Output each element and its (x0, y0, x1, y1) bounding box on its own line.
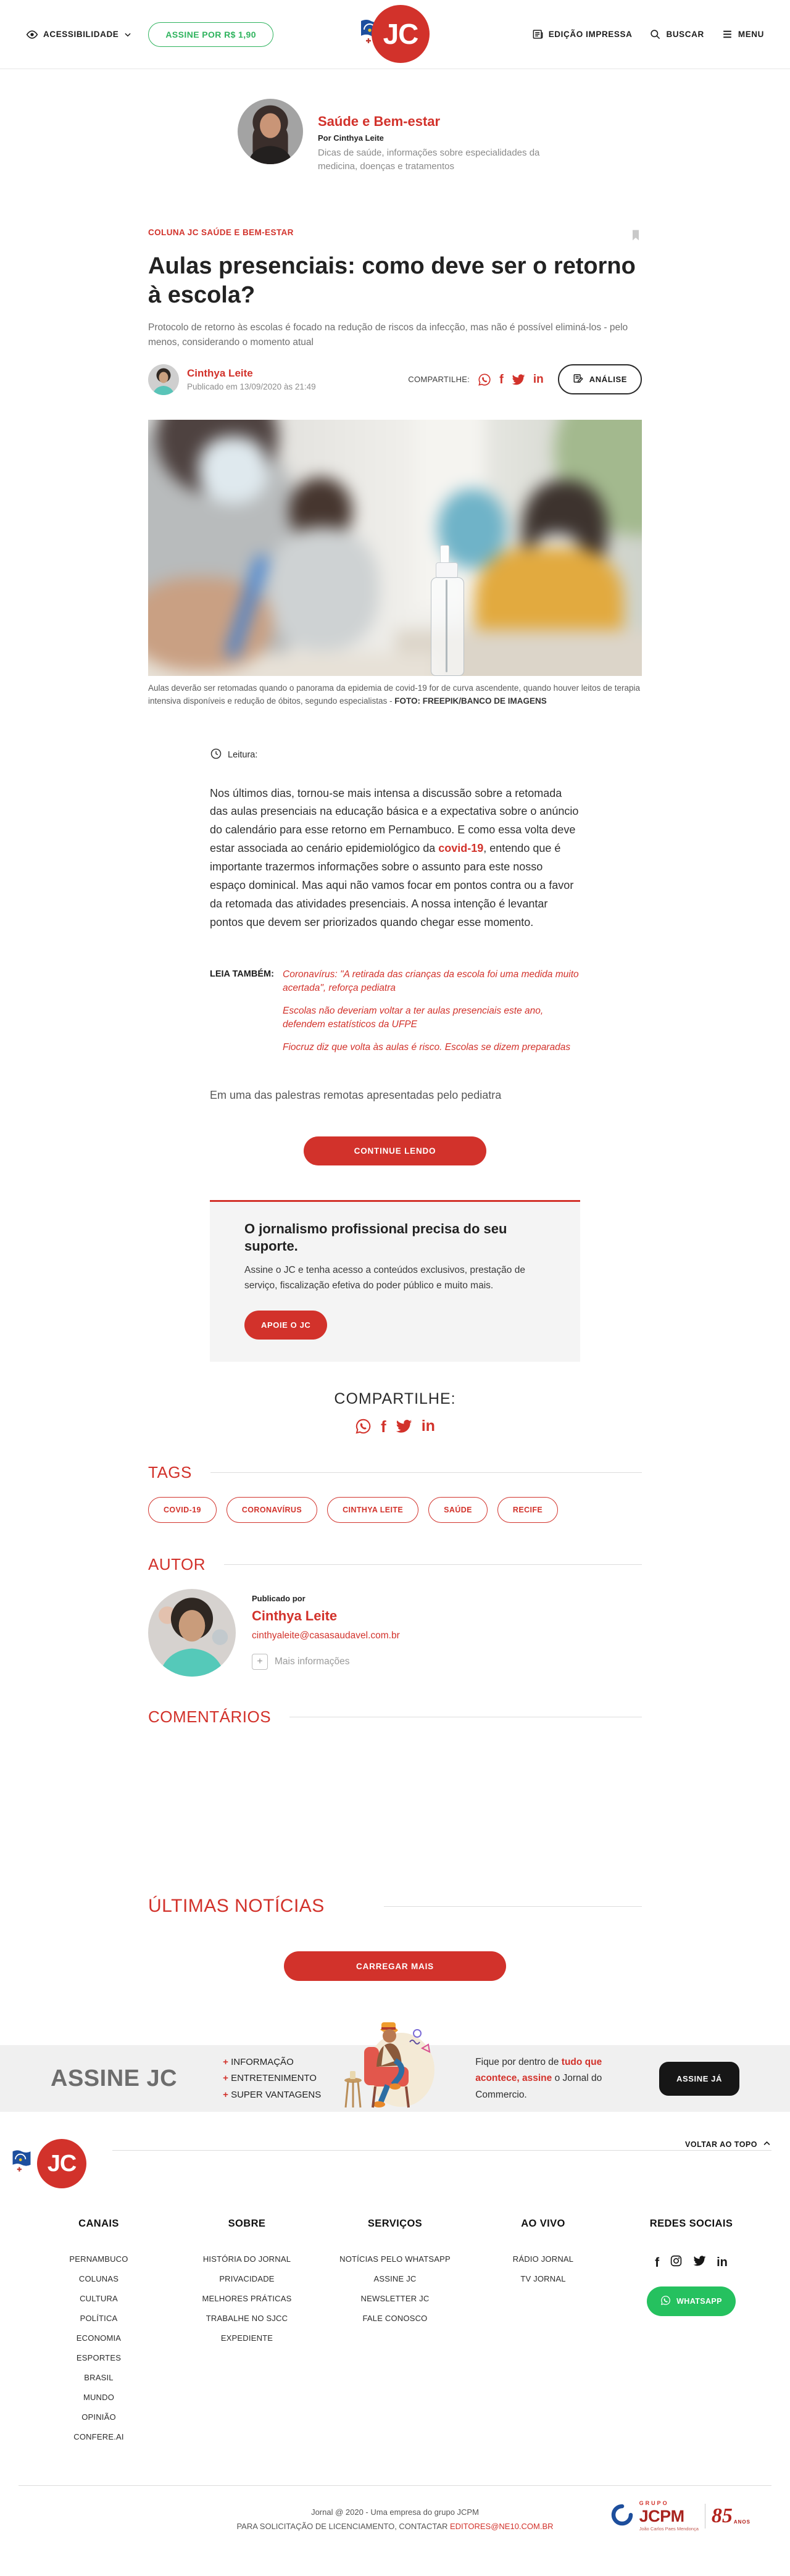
support-jc-button[interactable]: APOIE O JC (244, 1311, 327, 1340)
footer-link[interactable]: ECONOMIA (76, 2333, 122, 2343)
accessibility-menu[interactable] (26, 28, 132, 41)
back-to-top-button[interactable]: VOLTAR AO TOPO (685, 2139, 771, 2150)
footer-link[interactable]: NEWSLETTER JC (360, 2294, 430, 2304)
footer-column-social: REDES SOCIAIS f in WHATSAPP (617, 2218, 765, 2452)
jcpm-85-anos: 85 ANOS (711, 2504, 750, 2528)
twitter-icon[interactable] (693, 2254, 706, 2270)
footer-column-servicos: SERVIÇOS NOTÍCIAS PELO WHATSAPP ASSINE JC NEWSLETTER JC FALE CONOSCO (321, 2218, 469, 2452)
chevron-down-icon (123, 30, 132, 39)
footer-link[interactable]: EXPEDIENTE (220, 2333, 273, 2343)
linkedin-share-icon[interactable]: in (421, 1417, 435, 1435)
tag-pill[interactable]: RECIFE (497, 1497, 558, 1523)
share-section (148, 1390, 642, 1435)
hero-image (148, 420, 642, 676)
whatsapp-icon (660, 2295, 671, 2307)
linkedin-share-icon[interactable]: in (533, 373, 544, 386)
share-section-title: COMPARTILHE: (334, 1390, 456, 1408)
search-label: BUSCAR (666, 30, 704, 39)
tag-pill[interactable]: COVID-19 (148, 1497, 217, 1523)
read-also (210, 968, 580, 1054)
clock-icon (210, 748, 222, 762)
latest-news-heading: ÚLTIMAS NOTÍCIAS (148, 1896, 642, 1917)
tags-heading: TAGS (148, 1463, 642, 1482)
footer-link[interactable]: BRASIL (84, 2373, 114, 2383)
article-paragraph-truncated: Em uma das palestras remotas apresentadas pelo pediatra (210, 1088, 502, 1101)
search-icon (649, 28, 661, 40)
column-byline: Por Cinthya Leite (318, 133, 384, 143)
publish-date: Publicado em 13/09/2020 às 21:49 (187, 382, 316, 392)
footer-link[interactable]: PERNAMBUCO (69, 2254, 128, 2264)
footer-link[interactable]: FALE CONOSCO (362, 2314, 428, 2324)
article-figure (148, 420, 642, 708)
plus-icon: + (252, 1654, 268, 1670)
article-paragraph: Nos últimos dias, tornou-se mais intensa a discussão sobre a retomada das aulas presenciais na educação básica e a expectativa sobre o anúncio do calendário para esse retorno em Pernambuco. E como essa volta deve estar associada ao cenário epidemiológico da covid-19, entendo que é importante trazermos informações sobre o assunto para este nosso espaço dominical. Mas aqui não vamos focar em pontos contra ou a favor da retomada das atividades presenciais. A nossa intenção é levantar pontos que devem ser priorizados quando chegar esse momento. (210, 786, 579, 928)
menu-label: MENU (738, 30, 764, 39)
newspaper-icon (532, 28, 544, 40)
footer-link[interactable]: TRABALHE NO SJCC (206, 2314, 288, 2324)
banner-bullet: + SUPER VANTAGENS (223, 2087, 321, 2103)
hamburger-icon (721, 28, 733, 40)
subscribe-now-button[interactable]: ASSINE JÁ (659, 2062, 739, 2096)
footer-link[interactable]: TV JORNAL (520, 2274, 566, 2284)
photo-credit: FOTO: FREEPIK/BANCO DE IMAGENS (394, 696, 547, 706)
banner-text: Fique por dentro de tudo que acontece, assine o Jornal do Commercio. (475, 2056, 602, 2100)
article-subtitle: Protocolo de retorno às escolas é focado na redução de riscos da infecção, mas não é possível eliminá-los - pelo menos, considerando o momento atual (148, 322, 628, 348)
footer-link[interactable]: POLÍTICA (80, 2314, 118, 2324)
byline (148, 364, 642, 395)
whatsapp-share-icon[interactable] (355, 1418, 372, 1435)
published-by-label: Publicado por (252, 1594, 306, 1604)
banner-bullet: + ENTRETENIMENTO (223, 2070, 321, 2086)
footer-link[interactable]: RÁDIO JORNAL (512, 2254, 574, 2264)
article-kicker[interactable]: COLUNA JC SAÚDE E BEM-ESTAR (148, 227, 294, 237)
eye-icon (26, 28, 38, 41)
footer-link[interactable]: ASSINE JC (373, 2274, 417, 2284)
footer-link[interactable]: MUNDO (83, 2393, 115, 2403)
load-more-button[interactable]: CARREGAR MAIS (284, 1951, 506, 1981)
instagram-icon[interactable] (670, 2254, 683, 2270)
footer-link[interactable]: CONFERE.AI (73, 2432, 124, 2442)
whatsapp-share-icon[interactable] (478, 373, 491, 386)
article-title: Aulas presenciais: como deve ser o retorno à escola? (148, 252, 636, 309)
banner-bullet: + INFORMAÇÃO (223, 2054, 321, 2070)
twitter-share-icon[interactable] (512, 373, 525, 386)
image-caption: Aulas deverão ser retomadas quando o panorama da epidemia de covid-19 for de curva ascendente, quando houver leitos de terapia intensiva disponíveis e redução de óbitos, segundo especialistas - FOTO: FREEPIK/BANCO DE IMAGENS (148, 683, 641, 706)
jcpm-group-logo[interactable]: GRUPO JCPM João Carlos Paes Mendonça 85 ANOS (611, 2501, 750, 2532)
footer-link[interactable]: NOTÍCIAS PELO WHATSAPP (339, 2254, 451, 2264)
licensing-line: PARA SOLICITAÇÃO DE LICENCIAMENTO, CONTACTAR EDITORES@NE10.COM.BR (236, 2522, 554, 2532)
more-info-button[interactable]: + Mais informações (252, 1654, 349, 1670)
print-edition-label: EDIÇÃO IMPRESSA (548, 30, 633, 39)
subscribe-button[interactable]: ASSINE POR R$ 1,90 (148, 22, 273, 47)
reading-time (210, 748, 580, 762)
footer-column-sobre: SOBRE HISTÓRIA DO JORNAL PRIVACIDADE MELHORES PRÁTICAS TRABALHE NO SJCC EXPEDIENTE (173, 2218, 321, 2452)
footer (0, 2112, 790, 2562)
tag-pill[interactable]: SAÚDE (428, 1497, 488, 1523)
author-avatar-small[interactable] (148, 364, 179, 395)
author-heading: AUTOR (148, 1555, 642, 1574)
author-box-name[interactable]: Cinthya Leite (252, 1608, 338, 1624)
top-bar (0, 0, 790, 69)
banner-title: ASSINE JC (51, 2065, 178, 2091)
support-title: O jornalismo profissional precisa do seu suporte. (244, 1220, 507, 1254)
column-header (0, 99, 790, 173)
footer-link[interactable]: COLUNAS (78, 2274, 119, 2284)
whatsapp-button[interactable]: WHATSAPP (647, 2286, 736, 2316)
print-edition-button[interactable] (532, 28, 633, 40)
analysis-button[interactable] (558, 364, 642, 394)
sanitizer-bottle-graphic (430, 545, 467, 676)
jc-logo[interactable] (358, 5, 432, 64)
author-name[interactable]: Cinthya Leite (187, 367, 253, 380)
columnist-avatar[interactable] (238, 99, 303, 164)
jcpm-swirl-icon (611, 2504, 633, 2529)
covid-link[interactable]: covid-19 (438, 842, 484, 855)
jc-logo-text: JC (372, 5, 430, 63)
reading-label: Leitura: (228, 749, 258, 760)
linkedin-icon[interactable]: in (717, 2256, 728, 2270)
author-avatar-large[interactable] (148, 1589, 236, 1677)
editors-email-link[interactable]: EDITORES@NE10.COM.BR (449, 2522, 554, 2532)
support-box (210, 1200, 580, 1362)
menu-button[interactable] (721, 28, 764, 40)
tag-pill[interactable]: CINTHYA LEITE (327, 1497, 418, 1523)
read-also-link[interactable]: Fiocruz diz que volta às aulas é risco. Escolas se dizem preparadas (283, 1041, 571, 1052)
bookmark-icon[interactable] (630, 228, 642, 246)
facebook-share-icon[interactable]: f (381, 1417, 386, 1436)
search-button[interactable] (649, 28, 704, 40)
read-also-link[interactable]: Coronavírus: "A retirada das crianças da escola foi uma medida muito acertada", reforça pediatra (283, 969, 579, 993)
footer-link[interactable]: HISTÓRIA DO JORNAL (202, 2254, 291, 2264)
read-also-link[interactable]: Escolas não deveriam voltar a ter aulas presenciais este ano, defendem estatísticos da UFPE (283, 1005, 544, 1030)
share-label: COMPARTILHE: (408, 375, 470, 385)
author-box (148, 1589, 642, 1677)
reader-illustration (341, 2011, 446, 2112)
footer-jc-logo[interactable]: JC (10, 2135, 93, 2192)
subscribe-banner (0, 2045, 790, 2112)
support-text: Assine o JC e tenha acesso a conteúdos exclusivos, prestação de serviço, fiscalização efetiva do poder público e muito mais. (244, 1264, 525, 1291)
footer-link[interactable]: MELHORES PRÁTICAS (202, 2294, 292, 2304)
footer-link[interactable]: PRIVACIDADE (219, 2274, 275, 2284)
accessibility-label: ACESSIBILIDADE (43, 30, 119, 39)
analysis-label: ANÁLISE (589, 375, 627, 385)
pencil-note-icon (573, 373, 584, 386)
footer-link[interactable]: OPINIÃO (81, 2412, 116, 2422)
author-email[interactable]: cinthyaleite@casasaudavel.com.br (252, 1630, 400, 1641)
copyright-line: Jornal @ 2020 - Uma empresa do grupo JCPM (311, 2507, 479, 2517)
facebook-icon[interactable]: f (655, 2255, 660, 2270)
latest-news-section (148, 1896, 642, 1981)
footer-column-canais: CANAIS PERNAMBUCO COLUNAS CULTURA POLÍTICA ECONOMIA ESPORTES BRASIL MUNDO OPINIÃO CONFERE.AI (25, 2218, 173, 2452)
article (148, 228, 642, 1896)
comments-heading: COMENTÁRIOS (148, 1707, 642, 1727)
tag-pill[interactable]: CORONAVÍRUS (227, 1497, 317, 1523)
footer-column-aovivo: AO VIVO RÁDIO JORNAL TV JORNAL (469, 2218, 617, 2452)
continue-reading-button[interactable]: CONTINUE LENDO (304, 1136, 486, 1165)
column-description: Dicas de saúde, informações sobre especialidades da medicina, doenças e tratamentos (318, 148, 540, 172)
read-also-label: LEIA TAMBÉM: (210, 969, 274, 979)
footer-link[interactable]: CULTURA (80, 2294, 118, 2304)
column-title[interactable]: Saúde e Bem-estar (318, 114, 441, 129)
comments-area (148, 1741, 642, 1896)
chevron-up-icon (762, 2139, 771, 2150)
facebook-share-icon[interactable]: f (499, 372, 504, 386)
footer-link[interactable]: ESPORTES (76, 2353, 122, 2363)
twitter-share-icon[interactable] (396, 1418, 412, 1435)
pernambuco-flag-icon (10, 2149, 33, 2183)
